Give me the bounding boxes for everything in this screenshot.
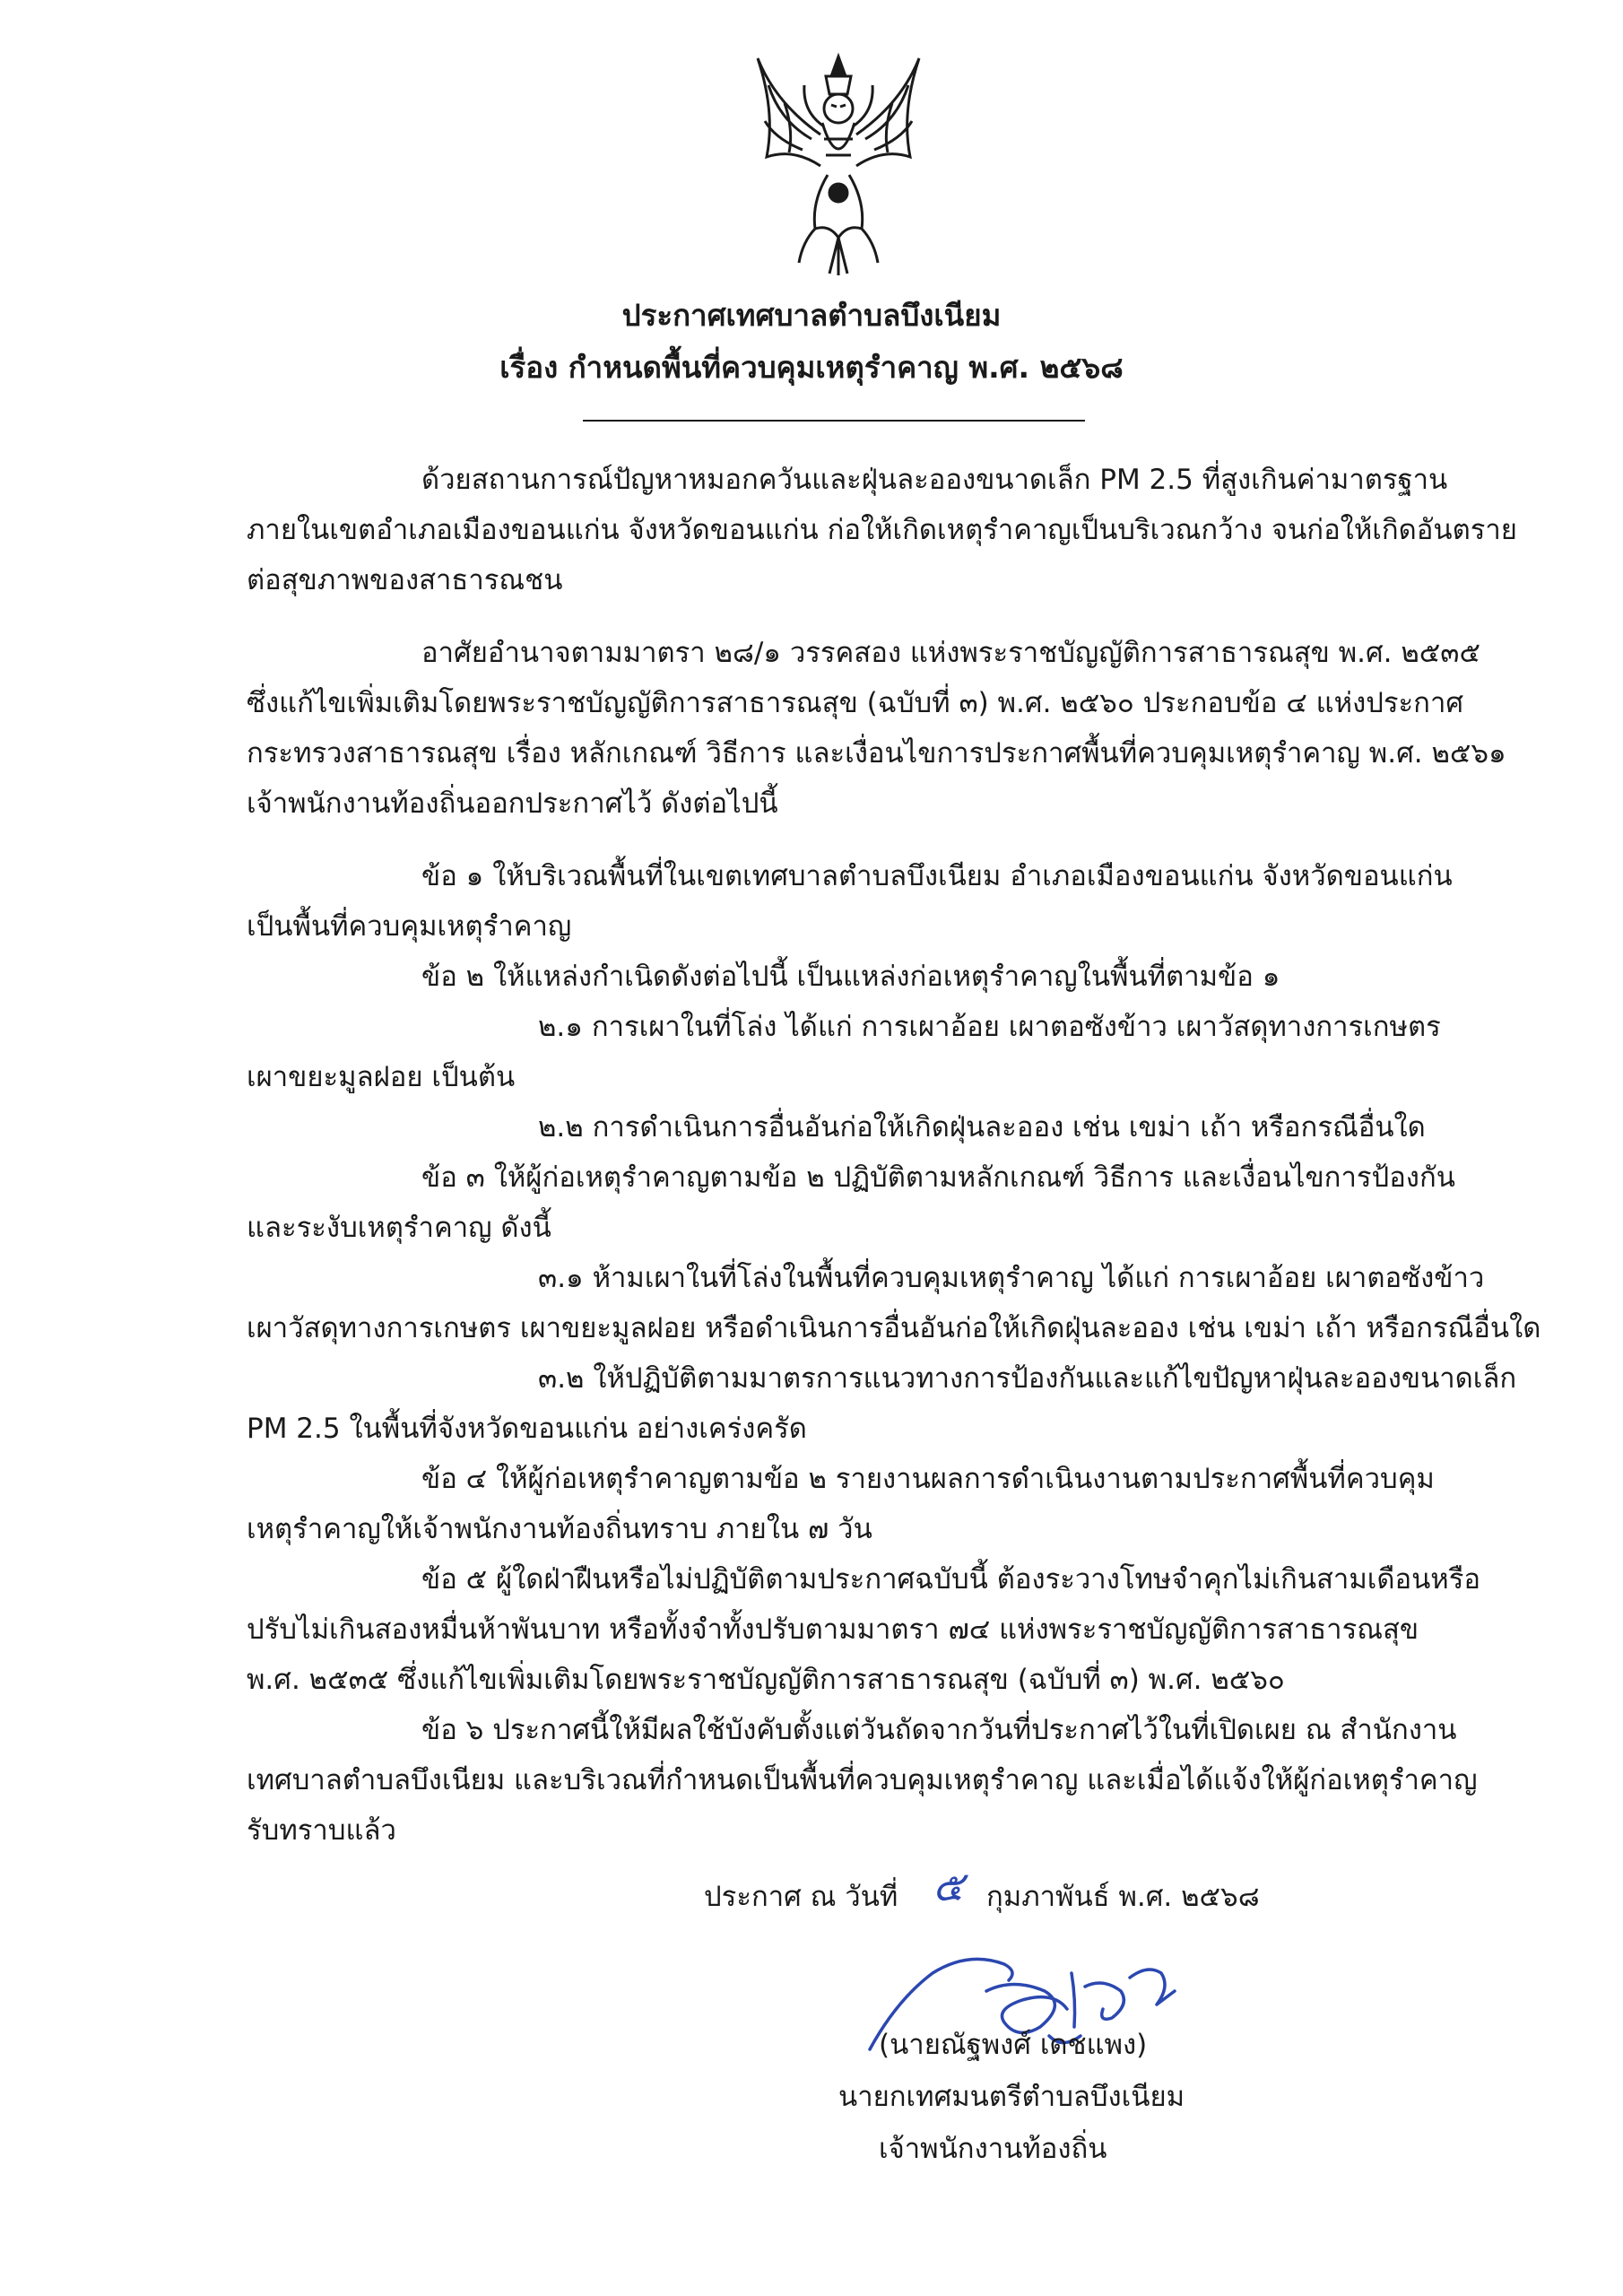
clause-line: รับทราบแล้ว (247, 1814, 396, 1847)
paragraph-line: ภายในเขตอำเภอเมืองขอนแก่น จังหวัดขอนแก่น ก่อให้เกิดเหตุรำคาญเป็นบริเวณกว้าง จนก่อให้เกิดอันตราย (247, 514, 1517, 546)
signer-position: นายกเทศมนตรีตำบลบึงเนียม (838, 2081, 1185, 2113)
clause-line: PM 2.5 ในพื้นที่จังหวัดขอนแก่น อย่างเคร่งครัด (247, 1413, 807, 1445)
title-divider (583, 420, 1085, 422)
clause-line: พ.ศ. ๒๕๓๕ ซึ่งแก้ไขเพิ่มเติมโดยพระราชบัญญัติการสาธารณสุข (ฉบับที่ ๓) พ.ศ. ๒๕๖๐ (247, 1664, 1285, 1696)
clause-line: ๓.๑ ห้ามเผาในที่โล่งในพื้นที่ควบคุมเหตุรำคาญ ได้แก่ การเผาอ้อย เผาตอซังข้าว (538, 1262, 1485, 1294)
clause-line: เผาขยะมูลฝอย เป็นต้น (247, 1061, 516, 1093)
clause-line: ข้อ ๖ ประกาศนี้ให้มีผลใช้บังคับตั้งแต่วันถัดจากวันที่ประกาศไว้ในที่เปิดเผย ณ สำนักงาน (421, 1714, 1457, 1746)
signer-name: (นายณัฐพงศ์ เดชแพง) (879, 2029, 1148, 2061)
clause-line: ปรับไม่เกินสองหมื่นห้าพันบาท หรือทั้งจำทั้งปรับตามมาตรา ๗๔ แห่งพระราชบัญญัติการสาธารณสุข (247, 1613, 1419, 1646)
clause-line: ๓.๒ ให้ปฏิบัติตามมาตรการแนวทางการป้องกันและแก้ไขปัญหาฝุ่นละอองขนาดเล็ก (538, 1362, 1517, 1395)
dateline-prefix: ประกาศ ณ วันที่ (704, 1881, 898, 1913)
paragraph-line: อาศัยอำนาจตามมาตรา ๒๘/๑ วรรคสอง แห่งพระราชบัญญัติการสาธารณสุข พ.ศ. ๒๕๓๕ (421, 637, 1480, 669)
paragraph-line: ต่อสุขภาพของสาธารณชน (247, 564, 563, 596)
paragraph-line: ซึ่งแก้ไขเพิ่มเติมโดยพระราชบัญญัติการสาธารณสุข (ฉบับที่ ๓) พ.ศ. ๒๕๖๐ ประกอบข้อ ๔ แห่งประกาศ (247, 687, 1464, 719)
paragraph-line: เจ้าพนักงานท้องถิ่นออกประกาศไว้ ดังต่อไปนี้ (247, 787, 778, 820)
clause-line: และระงับเหตุรำคาญ ดังนี้ (247, 1212, 551, 1244)
clause-line: ข้อ ๔ ให้ผู้ก่อเหตุรำคาญตามข้อ ๒ รายงานผลการดำเนินงานตามประกาศพื้นที่ควบคุม (421, 1463, 1435, 1495)
clause-line: เผาวัสดุทางการเกษตร เผาขยะมูลฝอย หรือดำเนินการอื่นอันก่อให้เกิดฝุ่นละออง เช่น เขม่า เถ้า หรือกรณีอื่นใด (247, 1312, 1541, 1344)
clause-line: เหตุรำคาญให้เจ้าพนักงานท้องถิ่นทราบ ภายใน ๗ วัน (247, 1513, 872, 1545)
paragraph-line: กระทรวงสาธารณสุข เรื่อง หลักเกณฑ์ วิธีการ และเงื่อนไขการประกาศพื้นที่ควบคุมเหตุรำคาญ พ.ศ. ๒๕๖๑ (247, 737, 1506, 770)
paragraph-line: ด้วยสถานการณ์ปัญหาหมอกควันและฝุ่นละอองขนาดเล็ก PM 2.5 ที่สูงเกินค่ามาตรฐาน (421, 464, 1448, 496)
announcement-subject: เรื่อง กำหนดพื้นที่ควบคุมเหตุรำคาญ พ.ศ. ๒๕๖๘ (499, 350, 1124, 385)
clause-line: ๒.๑ การเผาในที่โล่ง ได้แก่ การเผาอ้อย เผาตอซังข้าว เผาวัสดุทางการเกษตร (538, 1011, 1441, 1043)
clause-line: ข้อ ๒ ให้แหล่งกำเนิดดังต่อไปนี้ เป็นแหล่งก่อเหตุรำคาญในพื้นที่ตามข้อ ๑ (421, 961, 1280, 993)
garuda-emblem-icon (749, 49, 928, 278)
clause-line: เป็นพื้นที่ควบคุมเหตุรำคาญ (247, 910, 572, 943)
clause-line: เทศบาลตำบลบึงเนียม และบริเวณที่กำหนดเป็นพื้นที่ควบคุมเหตุรำคาญ และเมื่อได้แจ้งให้ผู้ก่อเหตุรำคาญ (247, 1764, 1478, 1796)
clause-line: ๒.๒ การดำเนินการอื่นอันก่อให้เกิดฝุ่นละออง เช่น เขม่า เถ้า หรือกรณีอื่นใด (538, 1111, 1426, 1144)
clause-line: ข้อ ๕ ผู้ใดฝ่าฝืนหรือไม่ปฏิบัติตามประกาศฉบับนี้ ต้องระวางโทษจำคุกไม่เกินสามเดือนหรือ (421, 1563, 1481, 1596)
signer-role: เจ้าพนักงานท้องถิ่น (879, 2133, 1107, 2165)
dateline-day: ๕ (933, 1862, 964, 1910)
clause-line: ข้อ ๑ ให้บริเวณพื้นที่ในเขตเทศบาลตำบลบึงเนียม อำเภอเมืองขอนแก่น จังหวัดขอนแก่น (421, 860, 1453, 892)
announcement-title: ประกาศเทศบาลตำบลบึงเนียม (621, 298, 1002, 333)
dateline-month-year: กุมภาพันธ์ พ.ศ. ๒๕๖๘ (986, 1881, 1260, 1913)
clause-line: ข้อ ๓ ให้ผู้ก่อเหตุรำคาญตามข้อ ๒ ปฏิบัติตามหลักเกณฑ์ วิธีการ และเงื่อนไขการป้องกัน (421, 1161, 1455, 1194)
